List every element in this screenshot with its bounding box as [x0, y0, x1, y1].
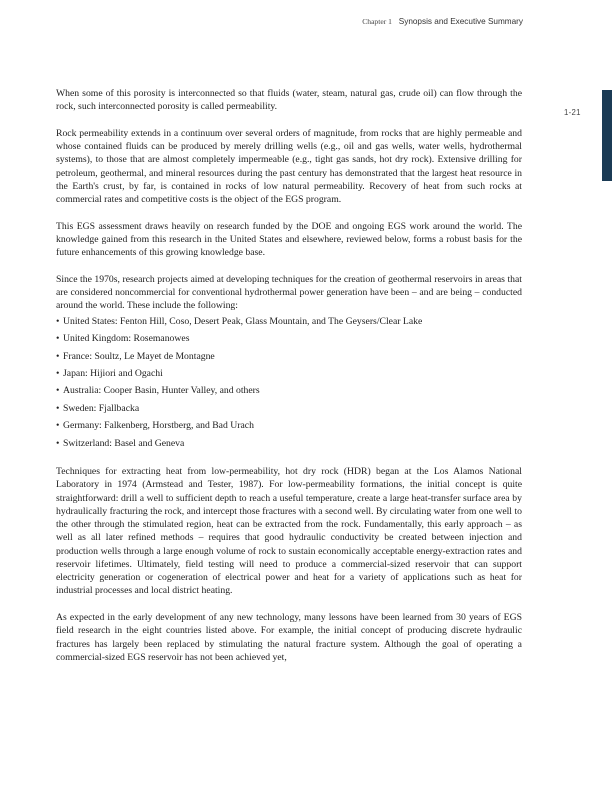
section-title: Synopsis and Executive Summary — [398, 17, 523, 26]
list-item: • Sweden: Fjallbacka — [56, 400, 522, 417]
paragraph: This EGS assessment draws heavily on research funded by the DOE and ongoing EGS work around the world. The knowledge gained from this research in the United States and elsewhere, reviewed below, forms a robust basis for the future enhancements of this growing knowledge base. — [56, 220, 522, 259]
list-item: • Australia: Cooper Basin, Hunter Valley, and others — [56, 382, 522, 399]
paragraph: Rock permeability extends in a continuum over several orders of magnitude, from rocks that are highly permeable and whose contained fluids can be produced by merely drilling wells (e.g., oil and gas wells, water wells, hydrothermal systems), to those that are almost completely impermeable (e.g., tight gas sands, hot dry rock). Extensive drilling for petroleum, geothermal, and mineral resources during the past century has demonstrated that the largest heat resource in the Earth's crust, by far, is contained in rocks of low natural permeability. Recovery of heat from such rocks at commercial rates and competitive costs is the object of the EGS program. — [56, 127, 522, 206]
chapter-label: Chapter 1 — [362, 17, 392, 26]
country-list — [56, 313, 522, 452]
paragraph: As expected in the early development of any new technology, many lessons have been learned from 30 years of EGS field research in the eight countries listed above. For example, the initial concept of producing discrete hydraulic fractures has largely been replaced by stimulating the natural fracture system. Although the goal of operating a commercial-sized EGS reservoir has not been achieved yet, — [56, 612, 522, 663]
paragraph: Since the 1970s, research projects aimed at developing techniques for the creation of geothermal reservoirs in areas that are considered noncommercial for conventional hydrothermal power generation have been – and are being – conducted around the world. These include the following: — [56, 273, 522, 312]
paragraph: Techniques for extracting heat from low-permeability, hot dry rock (HDR) began at the Los Alamos National Laboratory in 1974 (Armstead and Tester, 1987). For low-permeability formations, the initial concept is quite straightforward: drill a well to sufficient depth to reach a useful temperature, create a large heat-transfer surface area by hydraulically fracturing the rock, and intercept those fractures with a second well. By circulating water from one well to the other through the stimulated region, heat can be extracted from the rock. Fundamentally, this early approach – as well as all later refined methods – requires that good hydraulic conductivity be created between injection and production wells through a large enough volume of rock to sustain economically acceptable energy-extraction rates and reservoir lifetimes. Ultimately, field testing will need to produce a commercial-sized reservoir that can support electricity generation or cogeneration of electrical power and heat for a variety of applications such as heat for industrial processes and local district heating. — [56, 466, 522, 597]
list-item: • Switzerland: Basel and Geneva — [56, 435, 522, 452]
list-item: • France: Soultz, Le Mayet de Montagne — [56, 348, 522, 365]
body-text — [56, 87, 522, 677]
running-header — [362, 17, 523, 26]
list-item: • Germany: Falkenberg, Horstberg, and Bad Urach — [56, 417, 522, 434]
list-item: • United Kingdom: Rosemanowes — [56, 330, 522, 347]
chapter-tab-marker — [602, 90, 612, 181]
list-item: • Japan: Hijiori and Ogachi — [56, 365, 522, 382]
page-number: 1-21 — [564, 108, 581, 117]
paragraph: When some of this porosity is interconnected so that fluids (water, steam, natural gas, crude oil) can flow through the rock, such interconnected porosity is called permeability. — [56, 88, 522, 113]
list-item: • United States: Fenton Hill, Coso, Desert Peak, Glass Mountain, and The Geysers/Clear Lake — [56, 313, 522, 330]
